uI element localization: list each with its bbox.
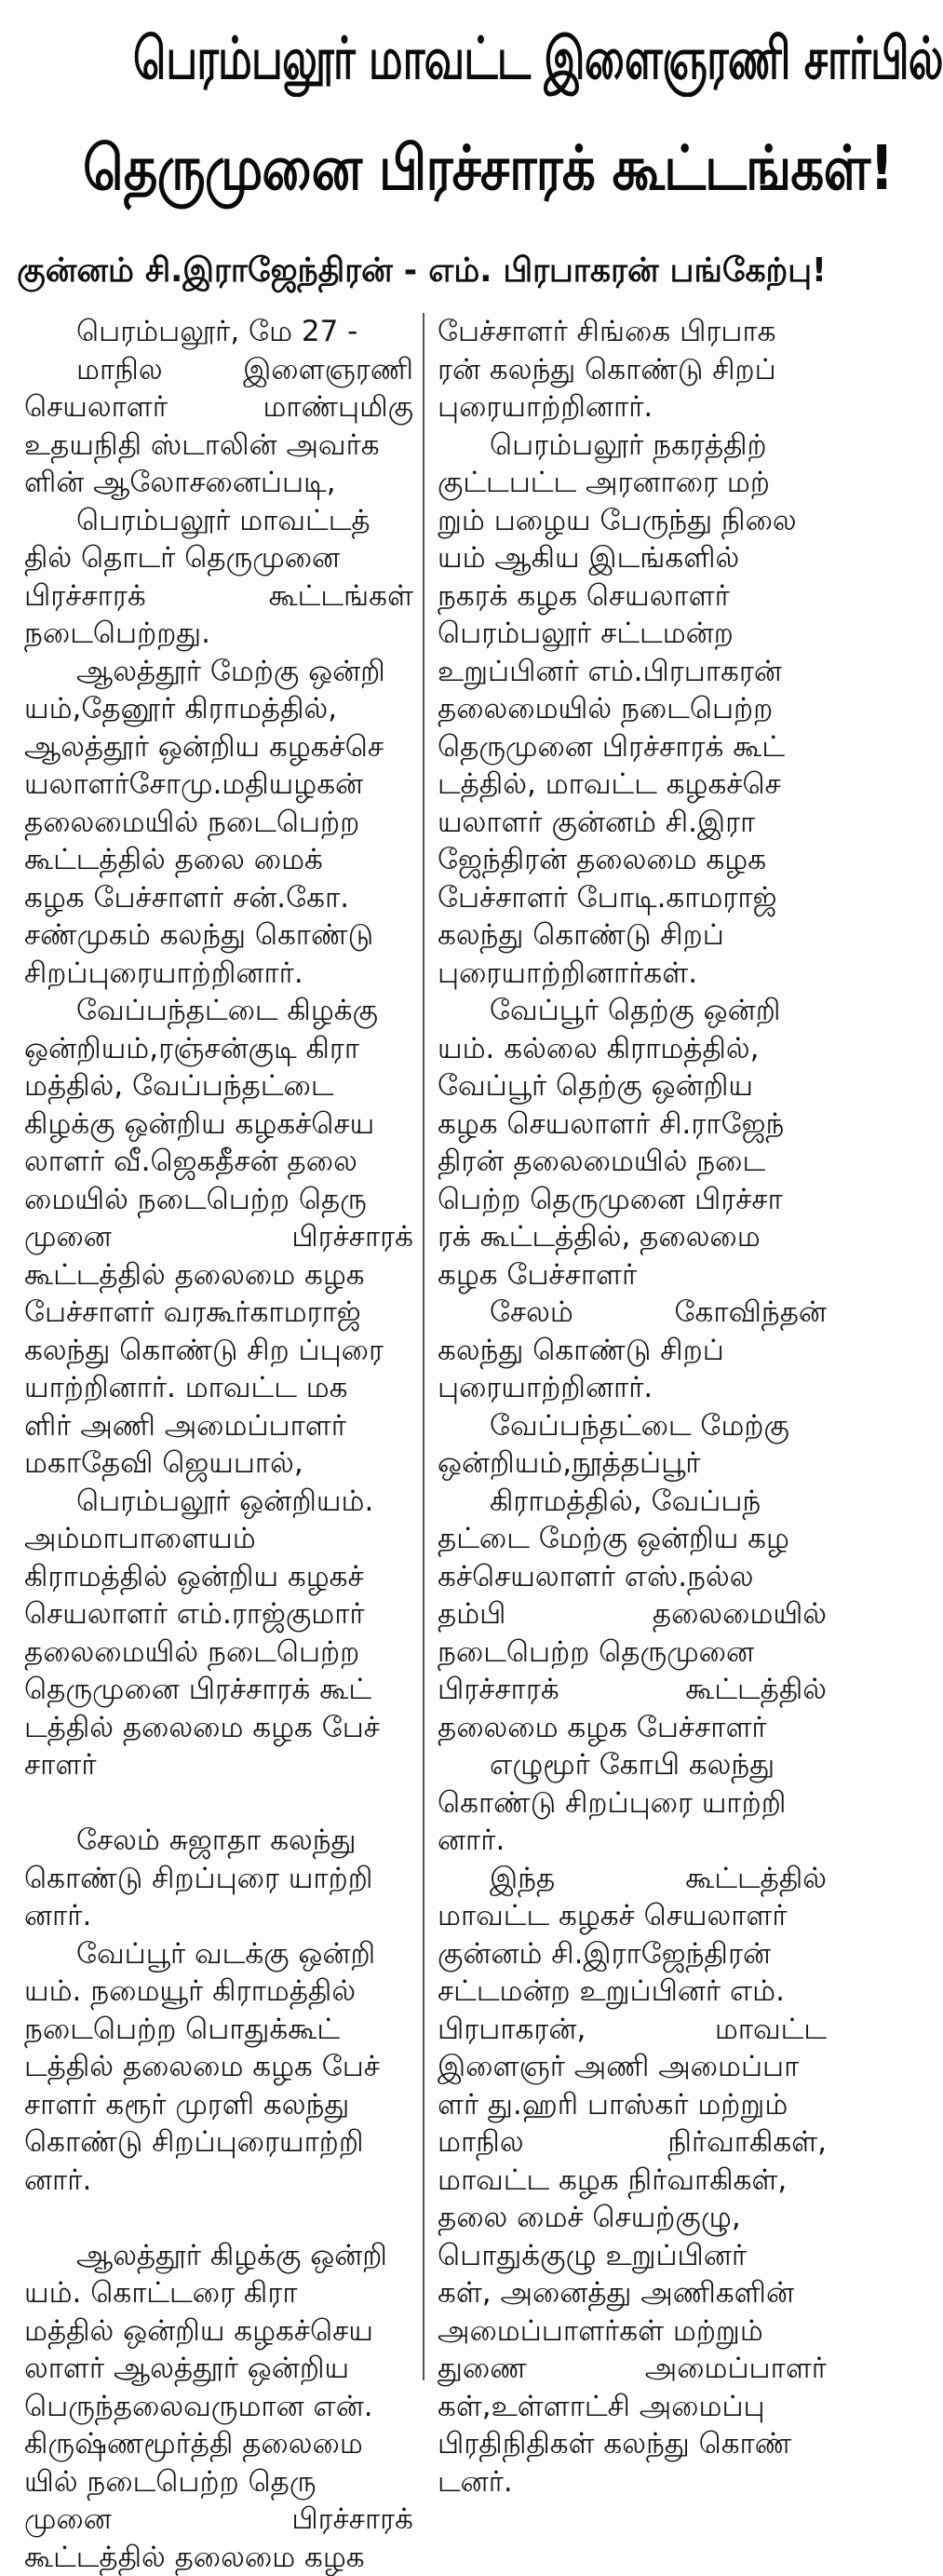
right-column: [438, 313, 827, 2380]
article-line: சாளர் கரூர் முரளி கலந்து: [24, 2086, 413, 2124]
article-line: கூட்டத்தில் தலை மைக்: [24, 841, 413, 879]
article-line: தெருமுனை பிரச்சாரக் கூட்: [24, 1671, 413, 1709]
subheadline: குன்னம் சி.இராஜேந்திரன் - எம். பிரபாகரன் பங்கேற்பு!: [16, 251, 828, 294]
article-line: யில் நடைபெற்ற தெரு: [24, 2463, 413, 2501]
article-line: செயலாளர் மாண்புமிகு: [24, 388, 413, 427]
article-line: பிரபாகரன், மாவட்ட: [438, 2011, 827, 2049]
article-line: கூட்டத்தில் தலைமை கழக: [24, 1256, 413, 1295]
article-line: னார்.: [24, 2162, 413, 2200]
article-line: மத்தில் ஒன்றிய கழகச்செய: [24, 2312, 413, 2351]
article-line: பிரச்சாரக் கூட்டத்தில்: [438, 1671, 827, 1709]
article-line: பெரம்பலூர் நகரத்திற்: [438, 427, 827, 465]
article-line: கொண்டு சிறப்புரையாற்றி: [24, 2123, 413, 2162]
article-line: டத்தில், மாவட்ட கழகச்செ: [438, 766, 827, 804]
article-line: பேச்சாளர் சிங்கை பிரபாக: [438, 313, 827, 351]
article-line: செயலாளர் எம்.ராஜ்குமார்: [24, 1595, 413, 1634]
article-line: யாற்றினார். மாவட்ட மக: [24, 1369, 413, 1407]
article-line: பெரம்பலூர் சட்டமன்ற: [438, 615, 827, 653]
article-line: தலைமையில் நடைபெற்ற: [24, 1634, 413, 1672]
article-line: வேப்பூர் தெற்கு ஒன்றி: [438, 992, 827, 1030]
article-line: முனை பிரச்சாரக்: [24, 1218, 413, 1256]
article-line: கூட்டத்தில் தலைமை கழக: [24, 2539, 413, 2576]
article-line: எழுமூர் கோபி கலந்து: [438, 1746, 827, 1784]
article-line: கலந்து கொண்டு சிற ப்புரை: [24, 1332, 413, 1370]
article-line: இந்த கூட்டத்தில்: [438, 1860, 827, 1898]
article-line: பெரம்பலூர் ஒன்றியம்.: [24, 1483, 413, 1521]
article-line: மாநில இளைஞரணி: [24, 351, 413, 389]
article-line: யம். கொட்டரை கிரா: [24, 2274, 413, 2312]
article-line: கழக செயலாளர் சி.ராஜேந்: [438, 1105, 827, 1144]
article-line: தலைமையில் நடைபெற்ற: [438, 690, 827, 728]
article-line: பிரதிநிதிகள் கலந்து கொண்: [438, 2425, 827, 2463]
article-line: புரையாற்றினார்.: [438, 1369, 827, 1407]
article-line: பேச்சாளர் வரகூர்காமராஜ்: [24, 1294, 413, 1332]
article-line: பெற்ற தெருமுனை பிரச்சா: [438, 1181, 827, 1219]
article-line: கிராமத்தில், வேப்பந்: [438, 1483, 827, 1521]
article-line: வேப்பூர் தெற்கு ஒன்றிய: [438, 1067, 827, 1105]
article-line: யலாளர் குன்னம் சி.இரா: [438, 804, 827, 842]
article-line: கொண்டு சிறப்புரை யாற்றி: [438, 1784, 827, 1823]
article-line: பொதுக்குழு உறுப்பினர்: [438, 2237, 827, 2275]
article-line: டத்தில் தலைமை கழக பேச்: [24, 2048, 413, 2086]
article-line: லாளர் வீ.ஜெகதீசன் தலை: [24, 1143, 413, 1181]
article-line: ஜேந்திரன் தலைமை கழக: [438, 841, 827, 879]
article-line: தில் தொடர் தெருமுனை: [24, 539, 413, 577]
article-line: பெரம்பலூர், மே 27 -: [24, 313, 413, 351]
article-line: யம். நமையூர் கிராமத்தில்: [24, 1973, 413, 2011]
article-line: ரக் கூட்டத்தில், தலைமை: [438, 1218, 827, 1256]
article-line: லாளர் ஆலத்தூர் ஒன்றிய: [24, 2350, 413, 2388]
article-line: டத்தில் தலைமை கழக பேச்: [24, 1709, 413, 1747]
article-line: குட்டபட்ட அரனாரை மற்: [438, 464, 827, 502]
headline-line-2: தெருமுனை பிரச்சாரக் கூட்டங்கள்!: [65, 138, 818, 199]
article-line: புரையாற்றினார்கள்.: [438, 955, 827, 993]
article-line: பேச்சாளர் போடி.காமராஜ்: [438, 879, 827, 917]
article-line: னார்.: [438, 1822, 827, 1860]
article-line: தலைமையில் நடைபெற்ற: [24, 804, 413, 842]
article-line: துணை அமைப்பாளர்: [438, 2350, 827, 2388]
article-line: நடைபெற்ற தெருமுனை: [438, 1634, 827, 1672]
article-line: மகாதேவி ஜெயபால்,: [24, 1444, 413, 1483]
article-line: யம் ஆகிய இடங்களில்: [438, 539, 827, 577]
article-line: கச்செயலாளர் எஸ்.நல்ல: [438, 1558, 827, 1596]
article-line: கொண்டு சிறப்புரை யாற்றி: [24, 1860, 413, 1898]
article-line: கழக பேச்சாளர்: [438, 1256, 827, 1295]
article-line: மையில் நடைபெற்ற தெரு: [24, 1181, 413, 1219]
article-line: கலந்து கொண்டு சிறப்: [438, 916, 827, 955]
article-line: வேப்பூர் வடக்கு ஒன்றி: [24, 1935, 413, 1973]
article-line: தலை மைச் செயற்குழு,: [438, 2199, 827, 2237]
article-body: [24, 313, 825, 2380]
article-line: மாவட்ட கழக நிர்வாகிகள்,: [438, 2162, 827, 2200]
article-line: கள்,உள்ளாட்சி அமைப்பு: [438, 2388, 827, 2426]
article-line: தலைமை கழக பேச்சாளர்: [438, 1709, 827, 1747]
article-line: சண்முகம் கலந்து கொண்டு: [24, 916, 413, 955]
article-line: கிருஷ்ணமூர்த்தி தலைமை: [24, 2425, 413, 2463]
article-line: [24, 2199, 413, 2237]
article-line: நடைபெற்ற பொதுக்கூட்: [24, 2011, 413, 2049]
article-line: முனை பிரச்சாரக்: [24, 2501, 413, 2539]
article-line: யம். கல்லை கிராமத்தில்,: [438, 1030, 827, 1068]
article-line: ளர் து.ஹரி பாஸ்கர் மற்றும்: [438, 2086, 827, 2124]
article-line: மாவட்ட கழகச் செயலாளர்: [438, 1897, 827, 1935]
article-line: இளைஞர் அணி அமைப்பா: [438, 2048, 827, 2086]
article-line: மாநில நிர்வாகிகள்,: [438, 2123, 827, 2162]
article-line: ஆலத்தூர் கிழக்கு ஒன்றி: [24, 2237, 413, 2275]
article-line: ஒன்றியம்,ரஞ்சன்குடி கிரா: [24, 1030, 413, 1068]
article-line: டனர்.: [438, 2463, 827, 2501]
article-line: ரன் கலந்து கொண்டு சிறப்: [438, 351, 827, 389]
article-line: [24, 1784, 413, 1823]
article-line: உதயநிதி ஸ்டாலின் அவர்க: [24, 427, 413, 465]
article-line: ளின் ஆலோசனைப்படி,: [24, 464, 413, 502]
article-line: கள், அனைத்து அணிகளின்: [438, 2274, 827, 2312]
article-line: அம்மாபாளையம்: [24, 1520, 413, 1558]
article-line: குன்னம் சி.இராஜேந்திரன்: [438, 1935, 827, 1973]
article-line: ஆலத்தூர் ஒன்றிய கழகச்செ: [24, 728, 413, 766]
article-line: பெருந்தலைவருமான என்.: [24, 2388, 413, 2426]
article-line: நடைபெற்றது.: [24, 615, 413, 653]
article-line: நகரக் கழக செயலாளர்: [438, 577, 827, 616]
article-line: திரன் தலைமையில் நடை: [438, 1143, 827, 1181]
article-line: சாளர்: [24, 1746, 413, 1784]
article-line: சேலம் கோவிந்தன்: [438, 1294, 827, 1332]
article-line: றும் பழைய பேருந்து நிலை: [438, 502, 827, 540]
article-line: னார்.: [24, 1897, 413, 1935]
article-line: யம்,தேனூர் கிராமத்தில்,: [24, 690, 413, 728]
article-line: கழக பேச்சாளர் சன்.கோ.: [24, 879, 413, 917]
article-line: யலாளர்சோமு.மதியழகன்: [24, 766, 413, 804]
article-line: கிராமத்தில் ஒன்றிய கழகச்: [24, 1558, 413, 1596]
article-line: வேப்பந்தட்டை கிழக்கு: [24, 992, 413, 1030]
article-line: பிரச்சாரக் கூட்டங்கள்: [24, 577, 413, 616]
article-line: தம்பி தலைமையில்: [438, 1595, 827, 1634]
article-line: சேலம் சுஜாதா கலந்து: [24, 1822, 413, 1860]
article-line: சட்டமன்ற உறுப்பினர் எம்.: [438, 1973, 827, 2011]
article-line: ஒன்றியம்,நூத்தப்பூர்: [438, 1444, 827, 1483]
article-line: மத்தில், வேப்பந்தட்டை: [24, 1067, 413, 1105]
article-line: வேப்பந்தட்டை மேற்கு: [438, 1407, 827, 1445]
article-line: தெருமுனை பிரச்சாரக் கூட்: [438, 728, 827, 766]
headline-line-1: பெரம்பலூர் மாவட்ட இளைஞரணி சார்பில்: [118, 30, 766, 88]
column-divider: [423, 313, 424, 2380]
article-line: ளிர் அணி அமைப்பாளர்: [24, 1407, 413, 1445]
article-line: தட்டை மேற்கு ஒன்றிய கழ: [438, 1520, 827, 1558]
left-column: [24, 313, 413, 2380]
article-line: கலந்து கொண்டு சிறப்: [438, 1332, 827, 1370]
article-line: பெரம்பலூர் மாவட்டத்: [24, 502, 413, 540]
article-line: புரையாற்றினார்.: [438, 388, 827, 427]
article-line: அமைப்பாளர்கள் மற்றும்: [438, 2312, 827, 2351]
article-line: கிழக்கு ஒன்றிய கழகச்செய: [24, 1105, 413, 1144]
article-line: உறுப்பினர் எம்.பிரபாகரன்: [438, 653, 827, 691]
article-line: ஆலத்தூர் மேற்கு ஒன்றி: [24, 653, 413, 691]
article-line: சிறப்புரையாற்றினார்.: [24, 955, 413, 993]
